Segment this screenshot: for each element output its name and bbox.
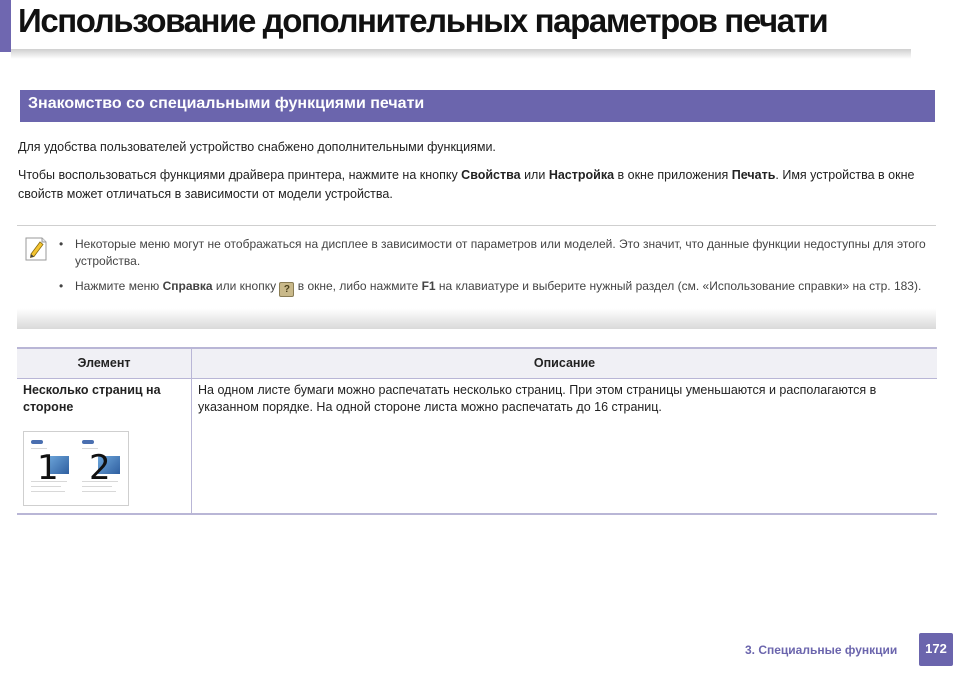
intro-text: . Имя устройства в окне свойств может отличаться в зависимости от модели устройства. xyxy=(18,168,915,201)
intro-text: в окне приложения xyxy=(614,168,732,182)
table-bottom-border xyxy=(17,513,937,515)
mini-line xyxy=(31,491,65,492)
properties-term: Свойства xyxy=(461,168,521,182)
note-text: Нажмите меню xyxy=(75,279,163,293)
bullet: • xyxy=(59,237,64,251)
note-text: в окне, либо нажмите xyxy=(294,279,422,293)
page-number-2: 2 xyxy=(89,448,111,488)
footer-chapter: 3. Специальные функции xyxy=(745,643,898,657)
help-menu-term: Справка xyxy=(162,279,213,293)
note-text: на клавиатуре и выберите нужный раздел (см. «Использование справки» на стр. 183). xyxy=(435,279,922,293)
table-header-row xyxy=(17,347,937,379)
note-text: или кнопку xyxy=(212,279,280,293)
intro-text: Чтобы воспользоваться функциями драйвера принтера, нажмите на кнопку xyxy=(18,168,462,182)
table-cell-element: Несколько страниц на стороне xyxy=(23,383,161,414)
note-text: Некоторые меню могут не отображаться на дисплее в зависимости от параметров или моделей. Это значит, что данные функции недоступны для этого устройства. xyxy=(75,237,926,268)
page-number-badge: 172 xyxy=(919,633,953,666)
page-number-1: 1 xyxy=(37,448,59,488)
title-accent-bar xyxy=(0,0,11,52)
mini-logo xyxy=(31,440,43,444)
note-box xyxy=(17,225,936,329)
note-list xyxy=(57,236,937,305)
intro-text: или xyxy=(520,168,549,182)
mini-line xyxy=(82,491,116,492)
title-underline-shadow xyxy=(11,49,911,59)
help-question-icon: ? xyxy=(279,282,294,297)
intro-paragraph-2 xyxy=(18,166,928,204)
multiple-pages-thumbnail xyxy=(23,431,129,506)
print-term: Печать xyxy=(731,168,776,182)
mini-logo xyxy=(82,440,94,444)
column-header-description: Описание xyxy=(533,356,596,370)
intro-paragraph-1: Для удобства пользователей устройство снабжено дополнительными функциями. xyxy=(18,140,496,154)
note-item xyxy=(57,236,937,270)
note-pencil-icon xyxy=(24,236,48,262)
column-header-element: Элемент xyxy=(77,356,131,370)
column-divider xyxy=(191,347,192,515)
table-cell-description: На одном листе бумаги можно распечатать несколько страниц. При этом страницы уменьшаются и располагаются в указанном порядке. На одной стороне листа можно распечатать до 16 страниц. xyxy=(198,383,877,414)
features-table xyxy=(17,347,937,515)
section-banner xyxy=(20,90,935,122)
settings-term: Настройка xyxy=(548,168,615,182)
page-title: Использование дополнительных параметров печати xyxy=(18,2,828,39)
f1-key-term: F1 xyxy=(421,279,436,293)
section-title: Знакомство со специальными функциями печати xyxy=(28,95,425,112)
note-item xyxy=(57,278,937,297)
bullet: • xyxy=(59,279,64,293)
